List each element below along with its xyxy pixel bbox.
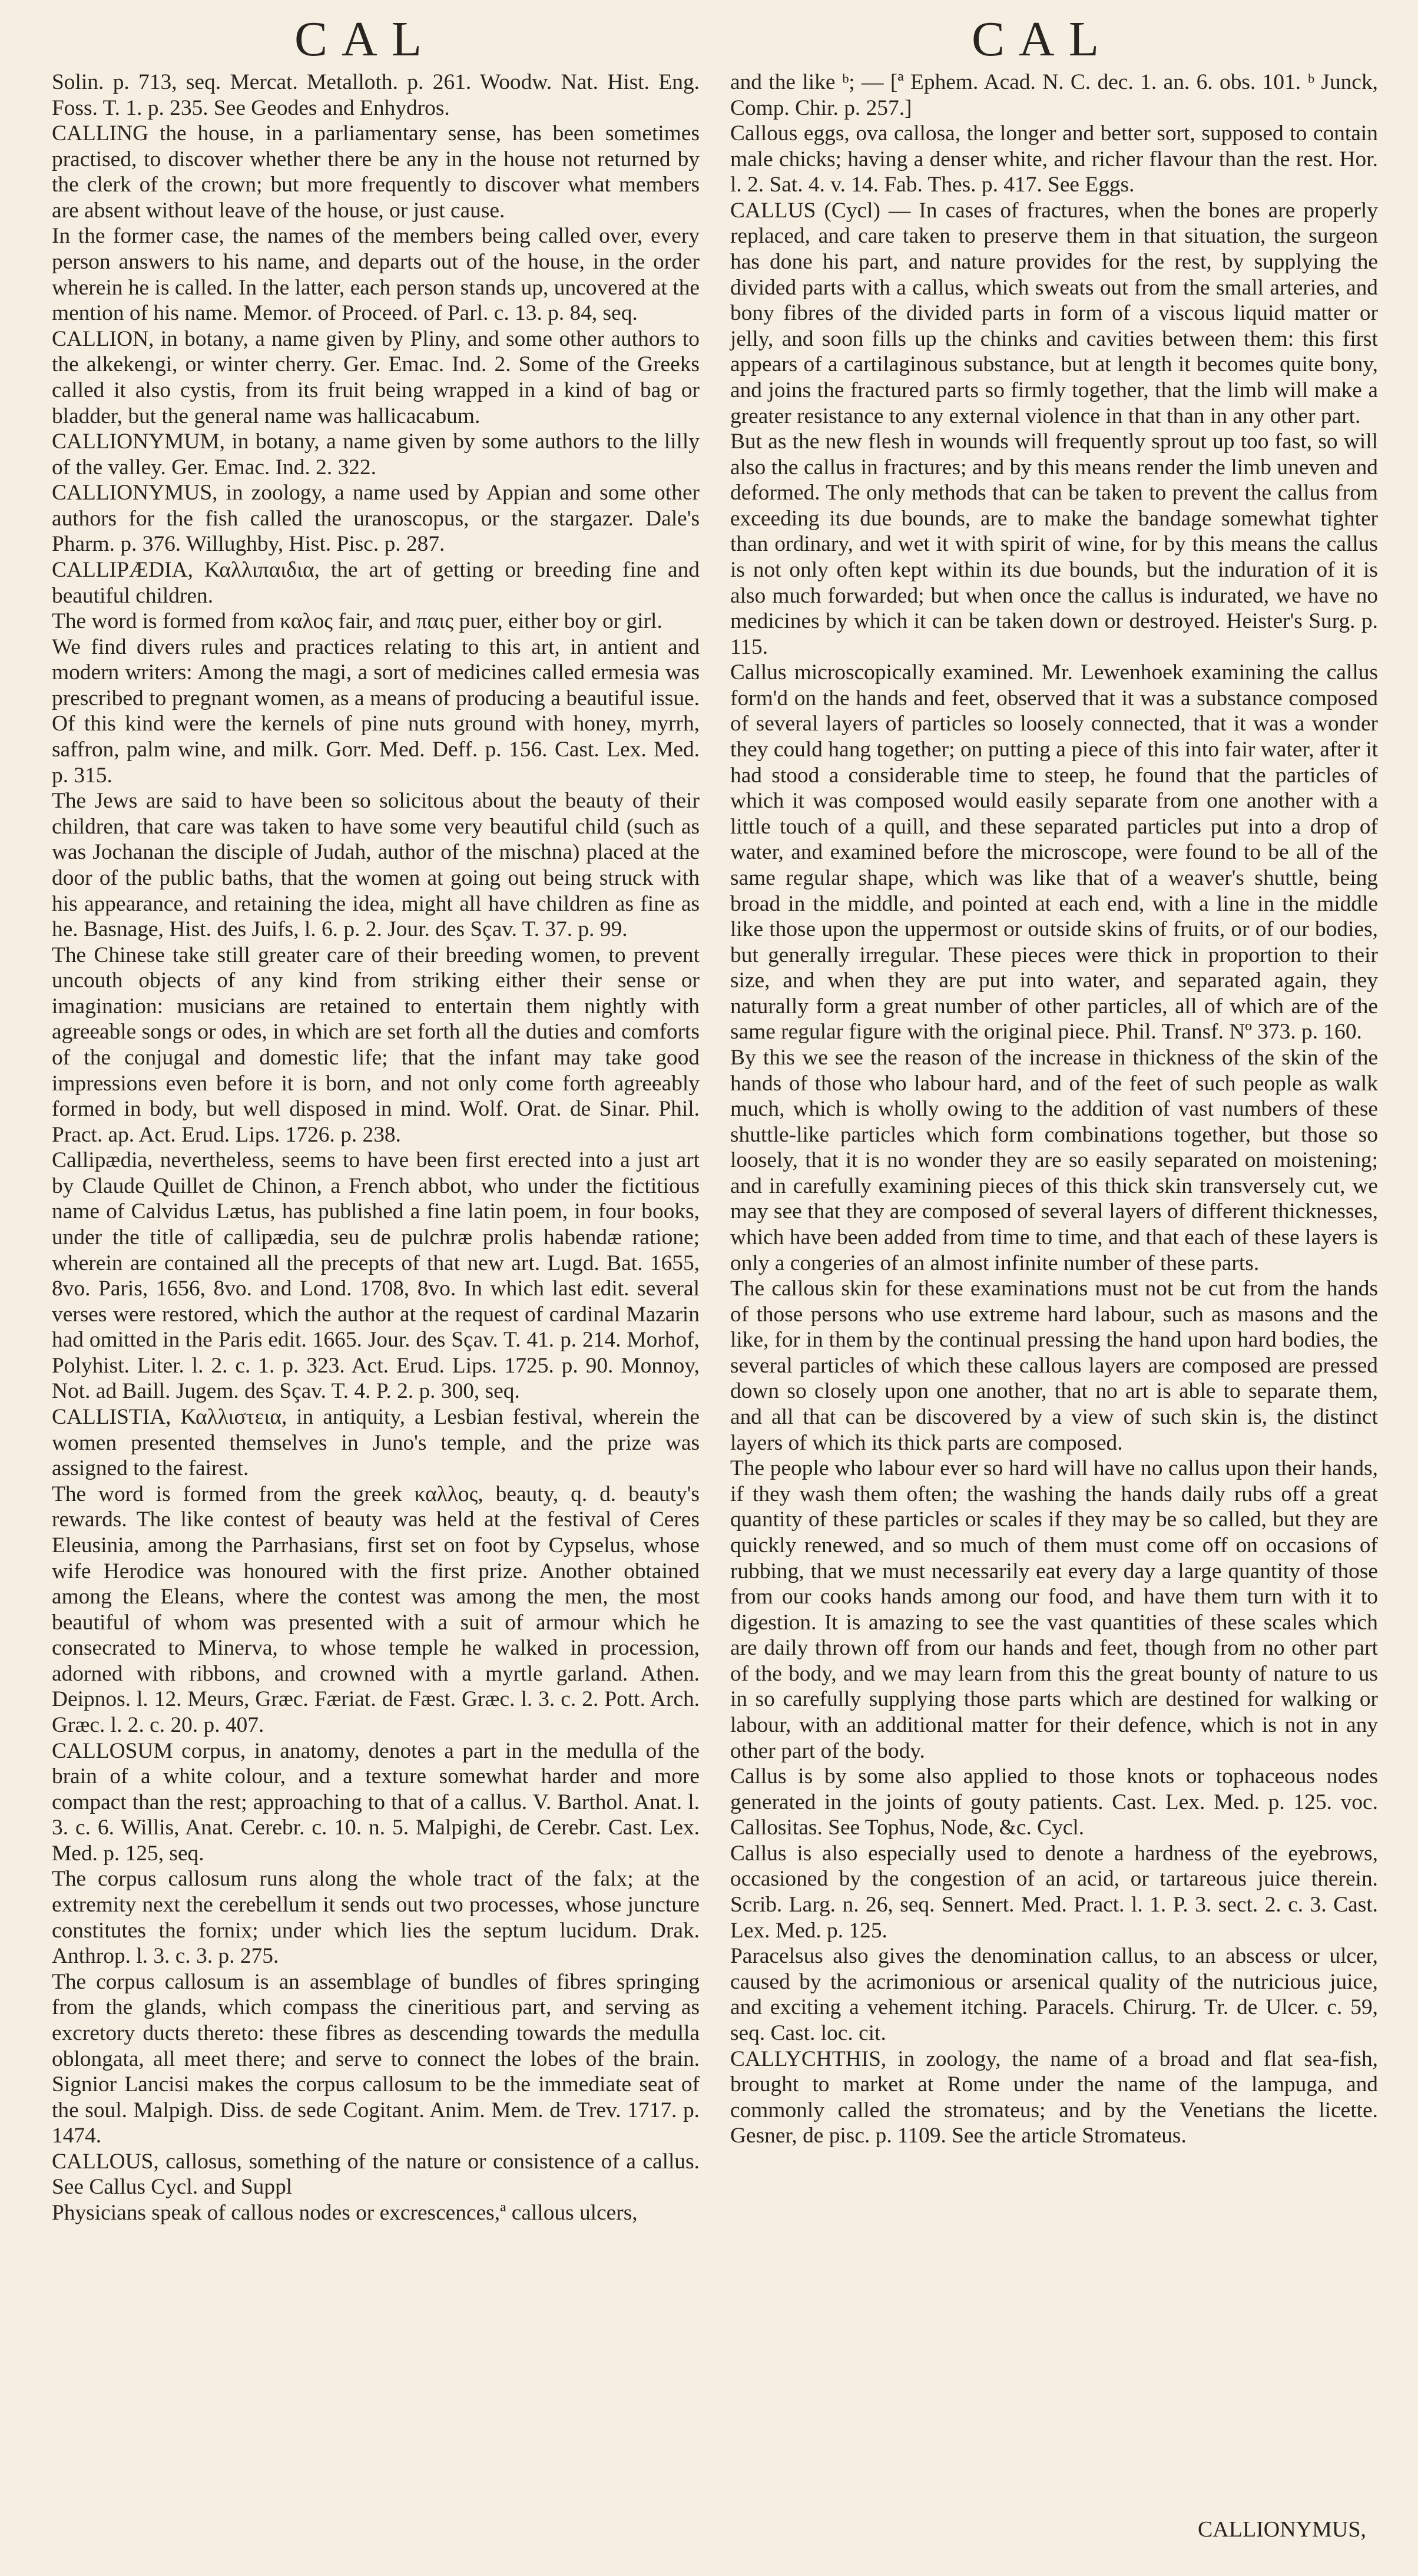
entry-callionymus: CALLIONYMUS, in zoology, a name used by Appian and some other authors for the fish called the uranoscopus, or the stargazer. Dale's Pharm. p. 376. Willughby, Hist. Pisc. p. 287. <box>52 481 700 557</box>
entry-callus-microscopically: Callus microscopically examined. Mr. Lewenhoek examining the callus form'd on the hands and feet, observed that it was a substance composed of several layers of particles so loosely connected, that it was a wonder they could hang together; on putting a piece of this into fair water, after it had stood a considerable time to steep, he found that the particles of which it was composed would easily separate from one another with a little touch of a quill, and these separated particles put into a drop of water, and examined before the microscope, were found to be all of the same regular shape, which was like that of a weaver's shuttle, being broad in the middle, and pointed at each end, with a line in the middle like those upon the uppermost or outside skins of fruits, or of our bodies, but generally irregular. These pieces were thick in proportion to their size, and when they are put into water, and separated again, they naturally form a great number of other particles, all of which are of the same regular figure with the original piece. Phil. Transf. Nº 373. p. 160. <box>730 660 1378 1044</box>
paragraph: The people who labour ever so hard will have no callus upon their hands, if they wash them often; the washing the hands daily rubs off a great quantity of these particles or scales if they may be so called, but they are quickly renewed, and so much of them must come off on occasions of rubbing, that we must necessarily eat every day a large quantity of those from our cooks hands among our food, and have them turn with it to digestion. It is amazing to see the vast quantities of these scales which are daily thrown off from our hands and feet, though from no other part of the body, and we may learn from this the great bounty of nature to us in so carefully supplying those parts which are destined for walking or labour, with an additional matter for their defence, which is not in any other part of the body. <box>730 1456 1378 1763</box>
entry-callous-eggs: Callous eggs, ova callosa, the longer and better sort, supposed to contain male chicks; having a denser white, and richer flavour than the rest. Hor. l. 2. Sat. 4. v. 14. Fab. Thes. p. 417. See Eggs. <box>730 121 1378 197</box>
paragraph: The callous skin for these examinations must not be cut from the hands of those persons who use extreme hard labour, such as masons and the like, for in them by the continual pressing the hand upon hard bodies, the several particles of which these callous layers are composed are pressed down so closely upon one another, that no art is able to separate them, and all that can be discovered by a view of such skin is, the distinct layers of which its thick parts are composed. <box>730 1277 1378 1455</box>
entry-callus-gout: Callus is by some also applied to those knots or tophaceous nodes generated in the joints of gouty patients. Cast. Lex. Med. p. 125. voc. Callositas. See Tophus, Node, &c. Cycl. <box>730 1764 1378 1840</box>
left-column <box>52 70 700 2226</box>
paragraph: The Chinese take still greater care of their breeding women, to prevent uncouth objects of any kind from striking either their sense or imagination: musicians are retained to entertain them nightly with agreeable songs or odes, in which are set forth all the duties and comforts of the conjugal and domestic life; that the infant may take good impressions even before it is born, and not only come forth agreeably formed in body, but well disposed in mind. Wolf. Orat. de Sinar. Phil. Pract. ap. Act. Erud. Lips. 1726. p. 238. <box>52 943 700 1147</box>
entry-callipaedia: CALLIPÆDIA, Καλλιπαιδια, the art of getting or breeding fine and beautiful children. <box>52 557 700 608</box>
paragraph: Physicians speak of callous nodes or excrescences,ª callous ulcers, <box>52 2200 638 2225</box>
paragraph: The corpus callosum is an assemblage of bundles of fibres springing from the glands, which compass the cineritious part, and serving as excretory ducts thereto: these fibres as descending towards the medulla oblongata, all meet there; and serve to connect the lobes of the brain. Signior Lancisi makes the corpus callosum to be the immediate seat of the soul. Malpigh. Diss. de sede Cogitant. Anim. Mem. de Trev. 1717. p. 1474. <box>52 1969 700 2148</box>
right-column <box>730 70 1378 2149</box>
entry-calling: CALLING the house, in a parliamentary sense, has been sometimes practised, to discover whether there be any in the house not returned by the clerk of the crown; but more frequently to discover what members are absent without leave of the house, or just cause. <box>52 121 700 223</box>
entry-callion: CALLION, in botany, a name given by Pliny, and some other authors to the alkekengi, or winter cherry. Ger. Emac. Ind. 2. Some of the Greeks called it also cystis, from its fruit being wrapped in a kind of bag or bladder, but the general name was hallicacabum. <box>52 326 700 428</box>
paragraph: But as the new flesh in wounds will frequently sprout up too fast, so will also the callus in fractures; and by this means render the limb uneven and deformed. The only methods that can be taken to prevent the callus from exceeding its due bounds, are to make the bandage somewhat tighter than ordinary, and wet it with spirit of wine, for by this means the callus is not only often kept within its due bounds, but the induration of it is also much forwarded; but when once the callus is indurated, we have no medicines by which it can be taken down or destroyed. Heister's Surg. p. 115. <box>730 429 1378 659</box>
entry-callous: CALLOUS, callosus, something of the nature or consistence of a callus. See Callus Cycl. and Suppl <box>52 2149 700 2200</box>
paragraph: Solin. p. 713, seq. Mercat. Metalloth. p. 261. Woodw. Nat. Hist. Eng. Foss. T. 1. p. 235. See Geodes and Enhydros. <box>52 70 700 120</box>
entry-callychthis: CALLYCHTHIS, in zoology, the name of a broad and flat sea-fish, brought to market at Rome under the name of the lampuga, and commonly called the stromateus; and by the Venetians the licette. Gesner, de pisc. p. 1109. See the article Stromateus. <box>730 2046 1378 2148</box>
paragraph: In the former case, the names of the members being called over, every person answers to his name, and departs out of the house, in the order wherein he is called. In the latter, each person stands up, uncovered at the mention of his name. Memor. of Proceed. of Parl. c. 13. p. 84, seq. <box>52 224 700 326</box>
entry-callus-eyebrows: Callus is also especially used to denote a hardness of the eyebrows, occasioned by the congestion of an acid, or tartareous juice therein. Scrib. Larg. n. 26, seq. Sennert. Med. Pract. l. 1. P. 3. sect. 2. c. 3. Cast. Lex. Med. p. 125. <box>730 1841 1378 1943</box>
paragraph: The word is formed from καλος fair, and παις puer, either boy or girl. <box>52 609 662 634</box>
running-head-right: CAL <box>972 12 1113 67</box>
running-head-left: CAL <box>294 12 436 67</box>
catchword: CALLIONYMUS, <box>1197 2517 1366 2542</box>
paragraph: The word is formed from the greek καλλος, beauty, q. d. beauty's rewards. The like contest of beauty was held at the festival of Ceres Eleusinia, among the Parrhasians, first set on foot by Cypselus, whose wife Herodice was honoured with the first prize. Another obtained among the Eleans, where the contest was among the men, the most beautiful of whom was presented with a suit of armour which he consecrated to Minerva, to whose temple he walked in procession, adorned with ribbons, and crowned with a myrtle garland. Athen. Deipnos. l. 12. Meurs, Græc. Færiat. de Fæst. Græc. l. 3. c. 2. Pott. Arch. Græc. l. 2. c. 20. p. 407. <box>52 1482 700 1737</box>
entry-callionymum: CALLIONYMUM, in botany, a name given by some authors to the lilly of the valley. Ger. Emac. Ind. 2. 322. <box>52 429 700 480</box>
paragraph: By this we see the reason of the increase in thickness of the skin of the hands of those who labour hard, and of the feet of such people as walk much, which is wholly owing to the addition of vast numbers of these shuttle-like particles which form combinations together, but those so loosely, that it is no wonder they are so easily separated on moistening; and in carefully examining pieces of this thick skin transversely cut, we may see that they are composed of several layers of different thicknesses, which have been added from time to time, and that each of these layers is only a congeries of an almost infinite number of these parts. <box>730 1045 1378 1275</box>
entry-callus: CALLUS (Cycl) — In cases of fractures, when the bones are properly replaced, and care taken to preserve them in that situation, the surgeon has done his part, and nature provides for the rest, by supplying the divided parts with a callus, which sweats out from the small arteries, and bony fibres of the divided parts in form of a viscous liquid matter or jelly, and soon fills up the chinks and cavities between them: this first appears of a cartilaginous substance, but at length it becomes quite bony, and joins the fractured parts so firmly together, that the limb will make a greater resistance to any external violence in that than in any other part. <box>730 198 1378 428</box>
paragraph: We find divers rules and practices relating to this art, in antient and modern writers: Among the magi, a sort of medicines called ermesia was prescribed to pregnant women, as a means of producing a beautiful issue. Of this kind were the kernels of pine nuts ground with honey, myrrh, saffron, palm wine, and milk. Gorr. Med. Deff. p. 156. Cast. Lex. Med. p. 315. <box>52 634 700 788</box>
entry-callosum: CALLOSUM corpus, in anatomy, denotes a part in the medulla of the brain of a white colour, and a texture somewhat harder and more compact than the rest; approaching to that of a callus. V. Barthol. Anat. l. 3. c. 6. Willis, Anat. Cerebr. c. 10. n. 5. Malpighi, de Cerebr. Cast. Lex. Med. p. 125, seq. <box>52 1738 700 1866</box>
paragraph: Callipædia, nevertheless, seems to have been first erected into a just art by Claude Quillet de Chinon, a French abbot, who under the fictitious name of Calvidus Lætus, has published a fine latin poem, in four books, under the title of callipædia, seu de pulchræ prolis habendæ ratione; wherein are contained all the precepts of that new art. Lugd. Bat. 1655, 8vo. Paris, 1656, 8vo. and Lond. 1708, 8vo. In which last edit. several verses were restored, which the author at the request of cardinal Mazarin had omitted in the Paris edit. 1665. Jour. des Sçav. T. 41. p. 214. Morhof, Polyhist. Liter. l. 2. c. 1. p. 323. Act. Erud. Lips. 1725. p. 90. Monnoy, Not. ad Baill. Jugem. des Sçav. T. 4. P. 2. p. 300, seq. <box>52 1148 700 1404</box>
paragraph: The Jews are said to have been so solicitous about the beauty of their children, that care was taken to have some very beautiful child (such as was Jochanan the disciple of Judah, author of the mischna) placed at the door of the public baths, that the women at going out being struck with his appearance, and retaining the idea, might all have children as fine as he. Basnage, Hist. des Juifs, l. 6. p. 2. Jour. des Sçav. T. 37. p. 99. <box>52 789 700 942</box>
entry-callistia: CALLISTIA, Καλλιστεια, in antiquity, a Lesbian festival, wherein the women presented themselves in Juno's temple, and the prize was assigned to the fairest. <box>52 1405 700 1481</box>
paragraph: Paracelsus also gives the denomination callus, to an abscess or ulcer, caused by the acrimonious or arsenical quality of the nutricious juice, and exciting a vehement itching. Paracels. Chirurg. Tr. de Ulcer. c. 59, seq. Cast. loc. cit. <box>730 1944 1378 2045</box>
running-head <box>0 11 1418 70</box>
paragraph: and the like ᵇ; — [ª Ephem. Acad. N. C. dec. 1. an. 6. obs. 101. ᵇ Junck, Comp. Chir. p. 257.] <box>730 70 1378 120</box>
paragraph: The corpus callosum runs along the whole tract of the falx; at the extremity next the cerebellum it sends out two processes, whose juncture constitutes the fornix; under which lies the septum lucidum. Drak. Anthrop. l. 3. c. 3. p. 275. <box>52 1867 700 1969</box>
